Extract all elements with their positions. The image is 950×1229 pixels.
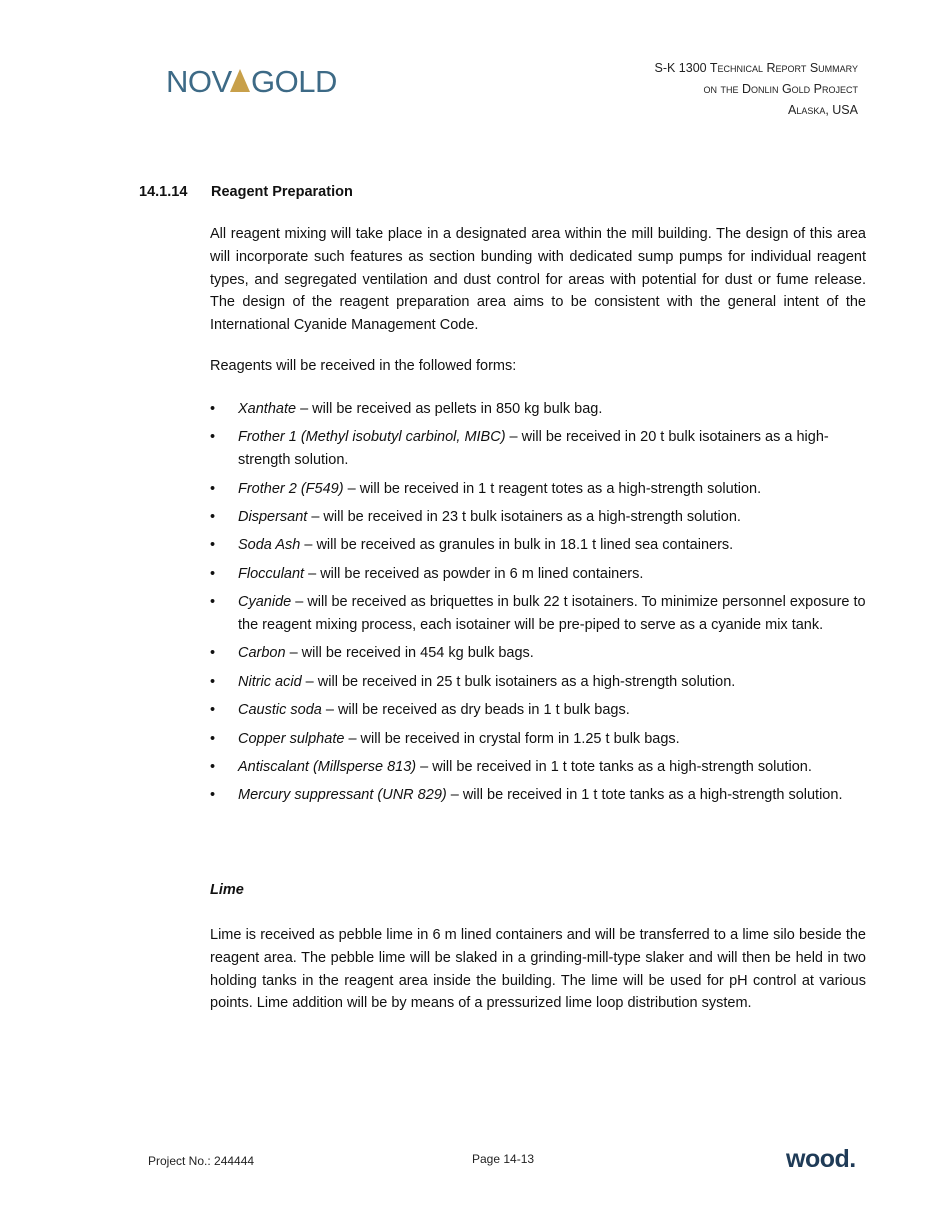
reagent-description: – will be received in 23 t bulk isotainers as a high-strength solution. (307, 508, 741, 525)
bullet-icon: • (210, 594, 216, 611)
reagent-description: – will be received in 1 t reagent totes as a high-strength solution. (343, 480, 762, 497)
list-item (210, 506, 866, 529)
list-item (210, 756, 866, 779)
wood-logo-graphic (786, 1146, 860, 1172)
reagent-name: Frother 1 (Methyl isobutyl carbinol, MIBC) (238, 429, 506, 446)
novagold-logo-graphic (166, 63, 342, 99)
list-item (210, 478, 866, 501)
section-title: Reagent Preparation (211, 184, 353, 200)
report-header-line-1: S-K 1300 Technical Report Summary (654, 61, 858, 75)
bullet-icon: • (210, 508, 216, 525)
bullet-icon: • (210, 480, 216, 497)
list-item (210, 563, 866, 586)
reagent-description: – will be received as powder in 6 m lined containers. (304, 565, 644, 582)
section-number: 14.1.14 (139, 184, 188, 200)
reagent-name: Xanthate (238, 401, 297, 417)
reagent-name: Mercury suppressant (UNR 829) (238, 787, 447, 804)
bullet-icon: • (210, 730, 216, 747)
reagent-name: Nitric acid (238, 673, 302, 690)
reagent-name: Cyanide (238, 594, 292, 611)
list-item (210, 642, 866, 665)
bullet-icon: • (210, 787, 216, 804)
list-item (210, 591, 866, 637)
reagent-description: – will be received as dry beads in 1 t bulk bags. (321, 702, 630, 719)
list-item (210, 671, 866, 694)
reagent-name: Flocculant (238, 565, 305, 582)
list-item (210, 534, 866, 557)
svg-text:wood.: wood. (786, 1146, 856, 1172)
reagent-name: Soda Ash (238, 537, 301, 554)
bullet-icon: • (210, 673, 216, 690)
bullet-icon: • (210, 429, 216, 446)
report-header-line-2: on the Donlin Gold Project (703, 82, 858, 96)
list-item (210, 699, 866, 722)
reagent-description: – will be received as briquettes in bulk 22 t isotainers. To minimize personnel exposure to the reagent mixing process, each isotainer will be pre-piped to serve as a cyanide mix tank. (238, 594, 866, 633)
section-heading (139, 184, 353, 200)
wood-logo (786, 1146, 860, 1172)
bullet-icon: • (210, 758, 216, 775)
list-item (210, 426, 866, 472)
report-header (655, 58, 859, 121)
reagent-name: Antiscalant (Millsperse 813) (238, 758, 417, 775)
reagent-name: Carbon (238, 645, 286, 662)
reagent-name: Copper sulphate (238, 730, 345, 747)
reagent-name: Dispersant (238, 508, 308, 525)
svg-text:NOV: NOV (166, 64, 232, 99)
bullet-icon: • (210, 645, 216, 662)
footer-page-number: Page 14-13 (472, 1152, 535, 1166)
bullet-icon: • (210, 537, 216, 554)
reagent-name: Frother 2 (F549) (238, 480, 344, 497)
reagent-description: – will be received in crystal form in 1.25 t bulk bags. (344, 730, 680, 747)
svg-text:GOLD: GOLD (251, 64, 337, 99)
forms-lead-paragraph: Reagents will be received in the followed forms: (210, 358, 517, 374)
reagent-description: – will be received in 1 t tote tanks as a high-strength solution. (446, 787, 843, 804)
reagent-description: – will be received in 1 t tote tanks as a high-strength solution. (416, 758, 812, 775)
list-item (210, 728, 866, 751)
reagent-name: Caustic soda (238, 702, 322, 719)
list-item (210, 398, 866, 421)
reagent-description: – will be received in 454 kg bulk bags. (285, 645, 534, 662)
list-item (210, 784, 866, 807)
intro-paragraph: All reagent mixing will take place in a designated area within the mill building. The design of this area will incorporate such features as section bunding with dedicated sump pumps for individual reagent types, and segregated ventilation and dust control for areas with potential for dust or fume release. The design of the reagent preparation area aims to be consistent with the general intent of the International Cyanide Management Code. (210, 226, 866, 334)
report-header-line-3: Alaska, USA (787, 103, 858, 117)
reagent-list (210, 398, 866, 813)
reagent-description: – will be received in 20 t bulk isotainers as a high-strength solution. (238, 429, 829, 469)
novagold-logo (166, 63, 342, 99)
reagent-description: – will be received as pellets in 850 kg bulk bag. (296, 401, 603, 417)
lime-paragraph: Lime is received as pebble lime in 6 m lined containers and will be transferred to a lime silo beside the reagent area. The pebble lime will be slaked in a grinding-mill-type slaker and will then be held in two holding tanks in the reagent area inside the building. The lime will be used for pH control at various points. Lime addition will be by means of a pressurized lime loop distribution system. (210, 927, 866, 1012)
lime-heading: Lime (210, 882, 244, 898)
reagent-description: – will be received as granules in bulk in 18.1 t lined sea containers. (300, 537, 734, 554)
bullet-icon: • (210, 565, 216, 582)
reagent-description: – will be received in 25 t bulk isotainers as a high-strength solution. (301, 673, 736, 690)
bullet-icon: • (210, 401, 216, 417)
bullet-icon: • (210, 702, 216, 719)
footer-project-number: Project No.: 244444 (148, 1154, 255, 1168)
